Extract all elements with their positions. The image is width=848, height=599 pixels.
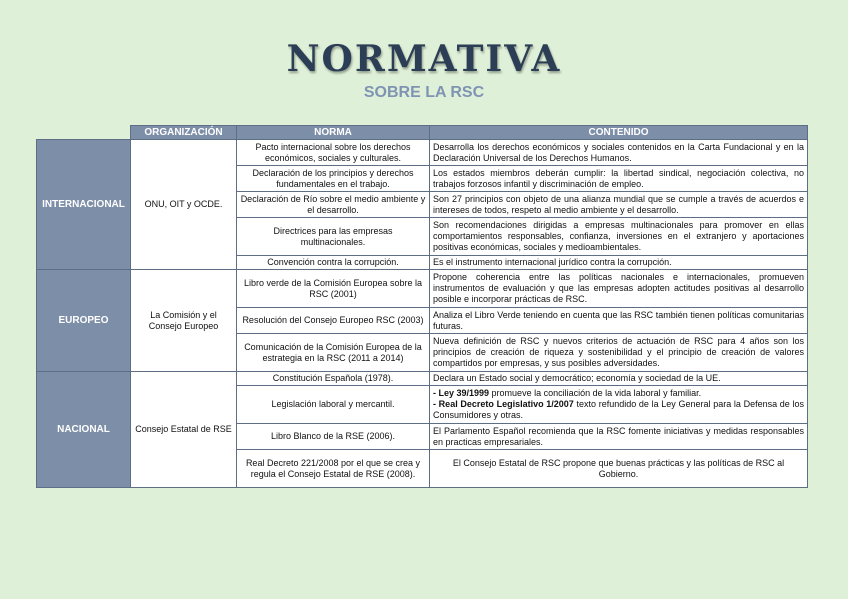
contenido-cell: El Consejo Estatal de RSC propone que buenas prácticas y las políticas de RSC al Gobierno.	[430, 450, 808, 488]
org-internacional: ONU, OIT y OCDE.	[131, 140, 237, 270]
norma-cell: Comunicación de la Comisión Europea de la estrategia en la RSC (2011 a 2014)	[237, 334, 430, 372]
real-decreto-1-2007-text: texto refundido de la Ley General para la Defensa de los Consumidores y otras.	[433, 399, 804, 420]
org-europeo: La Comisión y el Consejo Europeo	[131, 270, 237, 372]
norma-cell: Libro Blanco de la RSE (2006).	[237, 424, 430, 450]
table-row	[37, 372, 808, 386]
norma-cell: Real Decreto 221/2008 por el que se crea y regula el Consejo Estatal de RSE (2008).	[237, 450, 430, 488]
contenido-cell: El Parlamento Español recomienda que la RSC fomente iniciativas y medidas responsables en practicas empresariales.	[430, 424, 808, 450]
page-title: NORMATIVA	[286, 38, 562, 80]
table-row	[37, 270, 808, 308]
header-organizacion: ORGANIZACIÓN	[131, 126, 237, 140]
norma-cell: Constitución Española (1978).	[237, 372, 430, 386]
scope-europeo: EUROPEO	[37, 270, 131, 372]
contenido-cell: Son 27 principios con objeto de una alianza mundial que se cumple a través de acuerdos e intereses de todos, respeto al medio ambiente y el desarrollo.	[430, 192, 808, 218]
table-header-row	[37, 126, 808, 140]
ley-39-1999-label: - Ley 39/1999	[433, 388, 490, 398]
contenido-cell: Son recomendaciones dirigidas a empresas multinacionales para promover en ellas comportamientos responsables, confianza, inversiones en el extranjero y aportaciones positivas económicas, sociales y medioambientales.	[430, 218, 808, 256]
norma-cell: Libro verde de la Comisión Europea sobre la RSC (2001)	[237, 270, 430, 308]
org-nacional: Consejo Estatal de RSE	[131, 372, 237, 488]
scope-nacional: NACIONAL	[37, 372, 131, 488]
norma-cell: Declaración de Río sobre el medio ambiente y el desarrollo.	[237, 192, 430, 218]
norma-cell: Resolución del Consejo Europeo RSC (2003)	[237, 308, 430, 334]
norma-cell: Convención contra la corrupción.	[237, 256, 430, 270]
norma-cell: Directrices para las empresas multinacionales.	[237, 218, 430, 256]
contenido-cell	[430, 386, 808, 424]
header-norma: NORMA	[237, 126, 430, 140]
table-row	[37, 140, 808, 166]
contenido-cell: Nueva definición de RSC y nuevos criterios de actuación de RSC para 4 años son los principios de creación de riqueza y sostenibilidad y el principio de creación de valores compartidos por empresas, y sus posibles adversidades.	[430, 334, 808, 372]
contenido-cell: Analiza el Libro Verde teniendo en cuenta que las RSC también tienen políticas comunitarias futuras.	[430, 308, 808, 334]
contenido-cell: Propone coherencia entre las políticas nacionales e internacionales, promueven instrumentos de evaluación y que las empresas adopten actitudes positivas al desarrollo posible e incorporar prácticas de RSC.	[430, 270, 808, 308]
real-decreto-1-2007-label: - Real Decreto Legislativo 1/2007	[433, 399, 574, 409]
header-contenido: CONTENIDO	[430, 126, 808, 140]
page-subtitle: SOBRE LA RSC	[363, 84, 485, 101]
norma-cell: Legislación laboral y mercantil.	[237, 386, 430, 424]
contenido-cell: Es el instrumento internacional jurídico contra la corrupción.	[430, 256, 808, 270]
contenido-cell: Declara un Estado social y democrático; economía y sociedad de la UE.	[430, 372, 808, 386]
scope-internacional: INTERNACIONAL	[37, 140, 131, 270]
normativa-table	[36, 125, 808, 488]
header-blank-cell	[37, 126, 131, 140]
ley-39-1999-text: promueve la conciliación de la vida laboral y familiar.	[489, 388, 702, 398]
norma-cell: Pacto internacional sobre los derechos económicos, sociales y culturales.	[237, 140, 430, 166]
contenido-cell: Desarrolla los derechos económicos y sociales contenidos en la Carta Fundacional y en la Declaración Universal de los Derechos Humanos.	[430, 140, 808, 166]
contenido-cell: Los estados miembros deberán cumplir: la libertad sindical, negociación colectiva, no trabajos forzosos infantil y discriminación de empleo.	[430, 166, 808, 192]
norma-cell: Declaración de los principios y derechos fundamentales en el trabajo.	[237, 166, 430, 192]
